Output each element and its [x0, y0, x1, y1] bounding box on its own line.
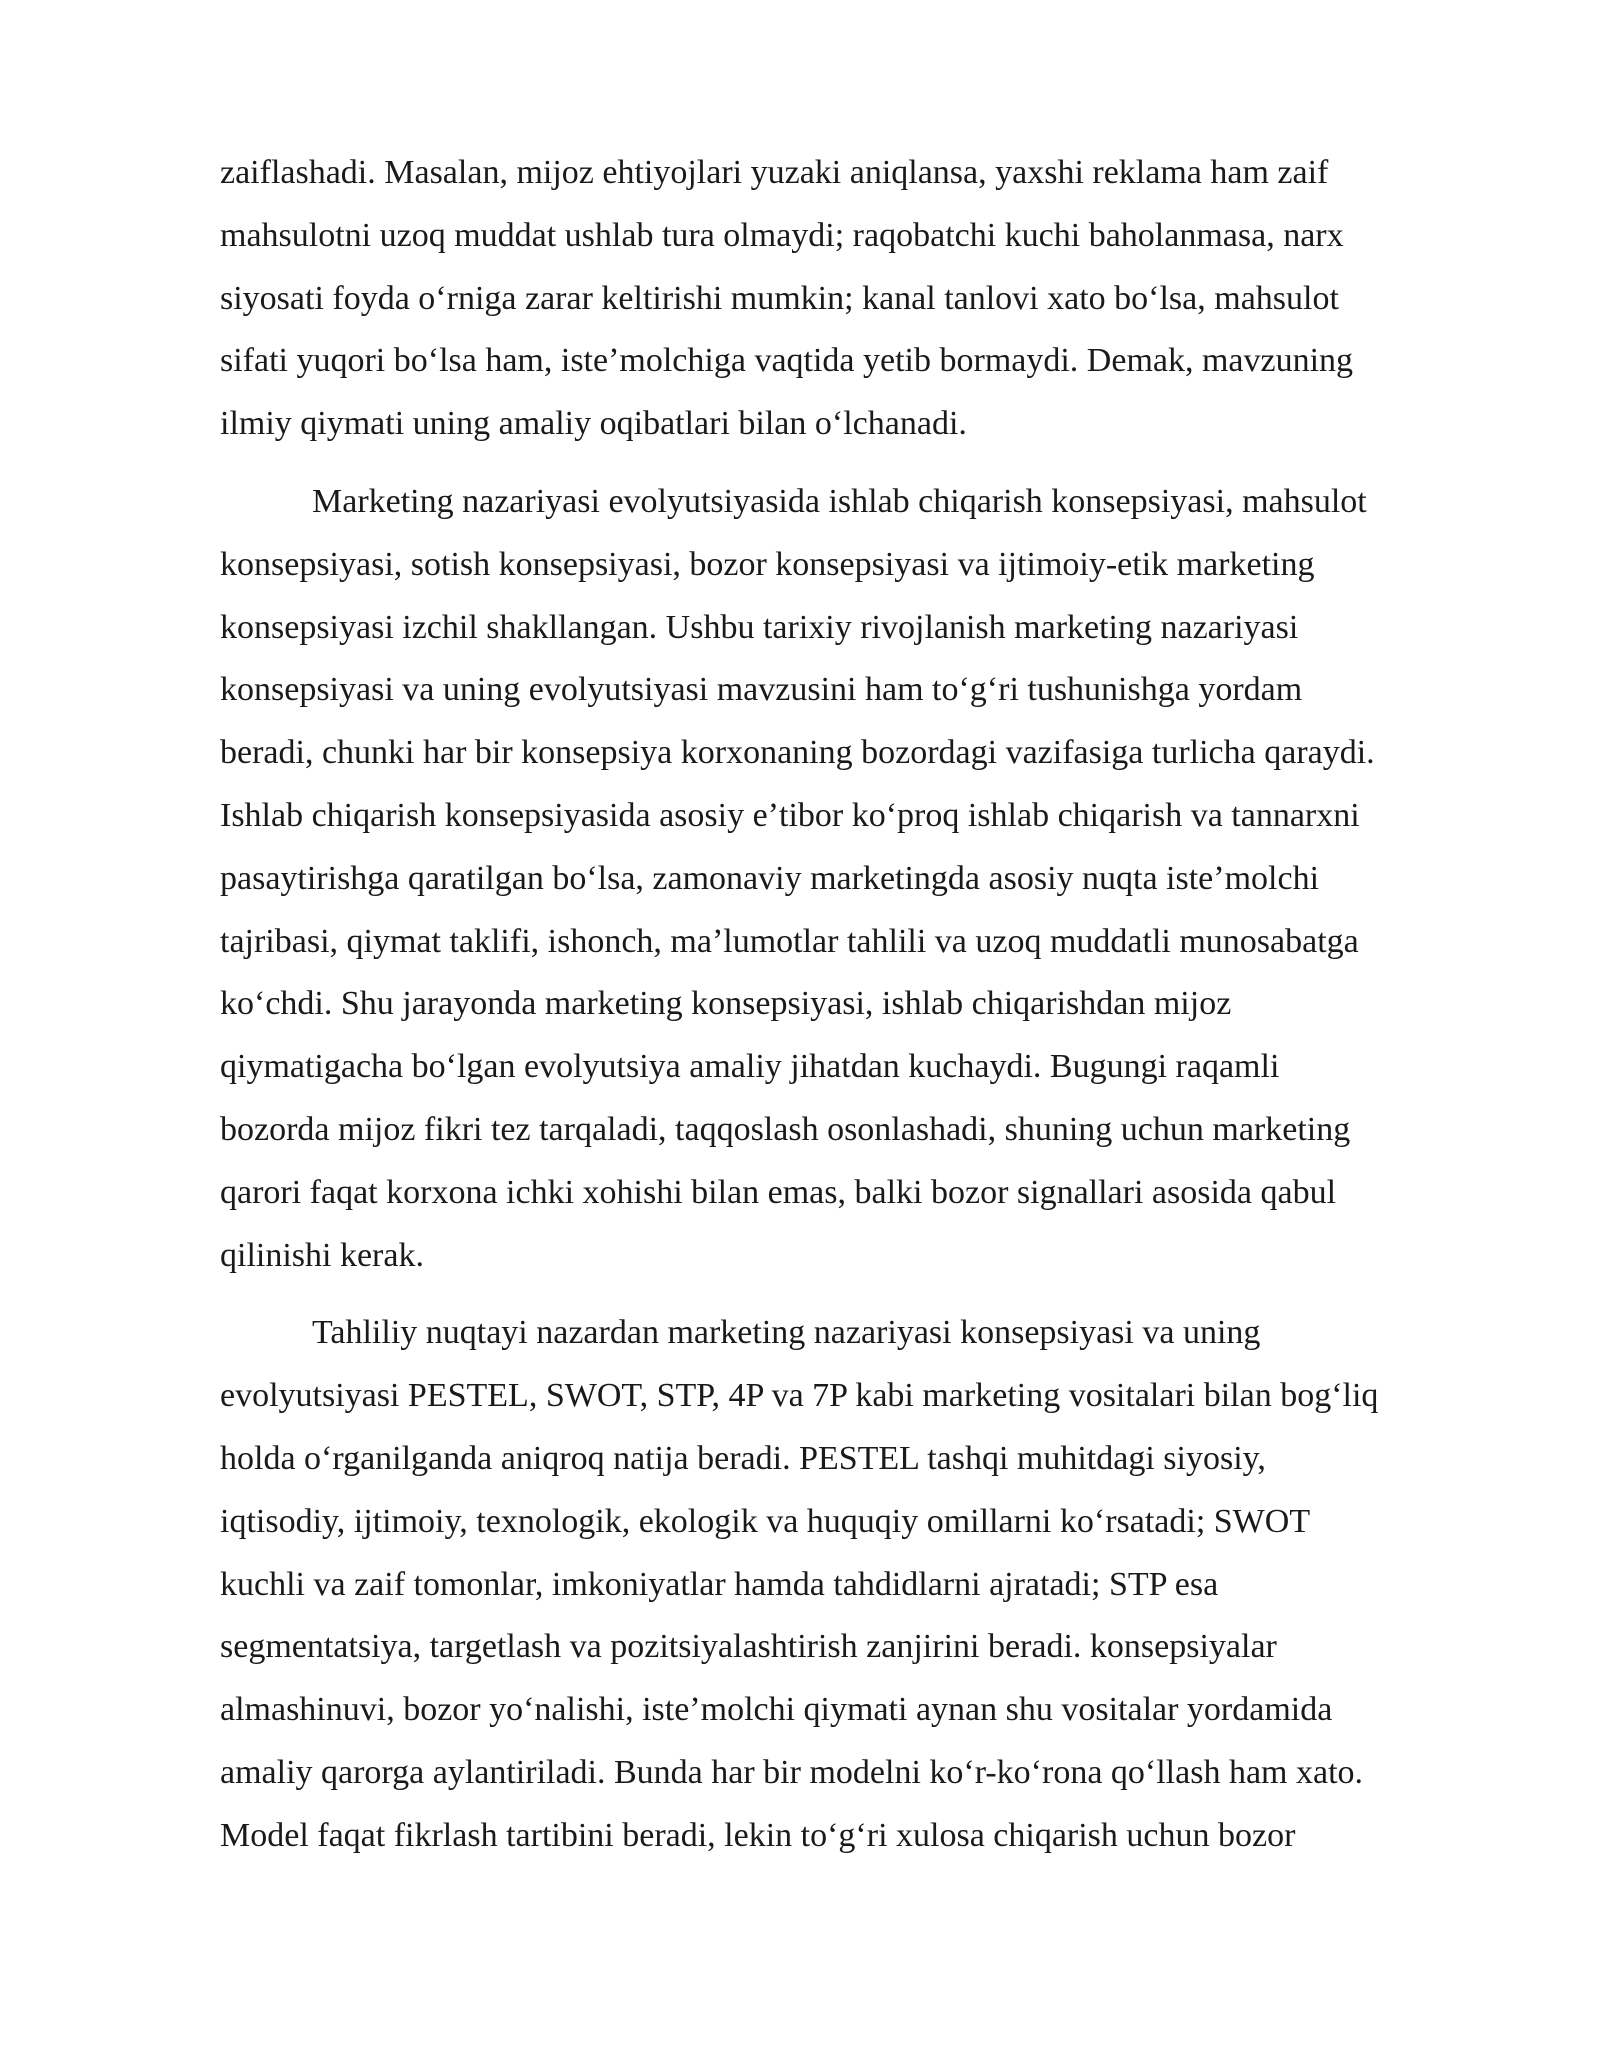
- text-line: siyosati foyda oʻrniga zarar keltirishi mumkin; kanal tanlovi xato boʻlsa, mahsulot: [220, 279, 1339, 317]
- text-line: segmentatsiya, targetlash va pozitsiyalashtirish zanjirini beradi. konsepsiyalar: [220, 1628, 1277, 1666]
- text-line-indented: Tahliliy nuqtayi nazardan marketing nazariyasi konsepsiyasi va uning: [312, 1314, 1261, 1352]
- text-line: almashinuvi, bozor yoʻnalishi, isteʼmolchi qiymati aynan shu vositalar yordamida: [220, 1691, 1333, 1729]
- paragraph-3: [220, 1302, 1470, 1867]
- text-line: beradi, chunki har bir konsepsiya korxonaning bozordagi vazifasiga turlicha qaraydi.: [220, 734, 1375, 772]
- text-line: evolyutsiyasi PESTEL, SWOT, STP, 4P va 7P kabi marketing vositalari bilan bogʻliq: [220, 1377, 1379, 1415]
- text-line: sifati yuqori boʻlsa ham, isteʼmolchiga vaqtida yetib bormaydi. Demak, mavzuning: [220, 342, 1354, 380]
- text-line: amaliy qarorga aylantiriladi. Bunda har bir modelni koʻr-koʻrona qoʻllash ham xato.: [220, 1753, 1364, 1791]
- text-line: Ishlab chiqarish konsepsiyasida asosiy eʼtibor koʻproq ishlab chiqarish va tannarxni: [220, 796, 1360, 834]
- text-line: konsepsiyasi va uning evolyutsiyasi mavzusini ham toʻgʻri tushunishga yordam: [220, 671, 1303, 709]
- document-body: [220, 142, 1470, 1868]
- text-line: Model faqat fikrlash tartibini beradi, lekin toʻgʻri xulosa chiqarish uchun bozor: [220, 1816, 1296, 1854]
- text-line: ilmiy qiymati uning amaliy oqibatlari bilan oʻlchanadi.: [220, 405, 967, 443]
- text-line: qarori faqat korxona ichki xohishi bilan emas, balki bozor signallari asosida qabul: [220, 1173, 1337, 1211]
- text-line-indented: Marketing nazariyasi evolyutsiyasida ishlab chiqarish konsepsiyasi, mahsulot: [312, 482, 1367, 520]
- text-line: tajribasi, qiymat taklifi, ishonch, maʼlumotlar tahlili va uzoq muddatli munosabatga: [220, 922, 1359, 960]
- paragraph-2: [220, 471, 1470, 1287]
- text-line: konsepsiyasi, sotish konsepsiyasi, bozor konsepsiyasi va ijtimoiy-etik marketing: [220, 545, 1315, 583]
- text-line: qiymatigacha boʻlgan evolyutsiya amaliy jihatdan kuchaydi. Bugungi raqamli: [220, 1048, 1280, 1086]
- text-line: qilinishi kerak.: [220, 1236, 424, 1274]
- text-line: mahsulotni uzoq muddat ushlab tura olmaydi; raqobatchi kuchi baholanmasa, narx: [220, 216, 1344, 254]
- text-line: konsepsiyasi izchil shakllangan. Ushbu tarixiy rivojlanish marketing nazariyasi: [220, 608, 1299, 646]
- text-line: iqtisodiy, ijtimoiy, texnologik, ekologik va huquqiy omillarni koʻrsatadi; SWOT: [220, 1502, 1311, 1540]
- paragraph-1: [220, 142, 1470, 456]
- text-line: zaiflashadi. Masalan, mijoz ehtiyojlari yuzaki aniqlansa, yaxshi reklama ham zaif: [220, 154, 1329, 191]
- text-line: bozorda mijoz fikri tez tarqaladi, taqqoslash osonlashadi, shuning uchun marketing: [220, 1110, 1351, 1148]
- text-line: koʻchdi. Shu jarayonda marketing konsepsiyasi, ishlab chiqarishdan mijoz: [220, 985, 1232, 1023]
- text-line: kuchli va zaif tomonlar, imkoniyatlar hamda tahdidlarni ajratadi; STP esa: [220, 1565, 1219, 1603]
- text-line: pasaytirishga qaratilgan boʻlsa, zamonaviy marketingda asosiy nuqta isteʼmolchi: [220, 859, 1320, 897]
- text-line: holda oʻrganilganda aniqroq natija beradi. PESTEL tashqi muhitdagi siyosiy,: [220, 1439, 1266, 1477]
